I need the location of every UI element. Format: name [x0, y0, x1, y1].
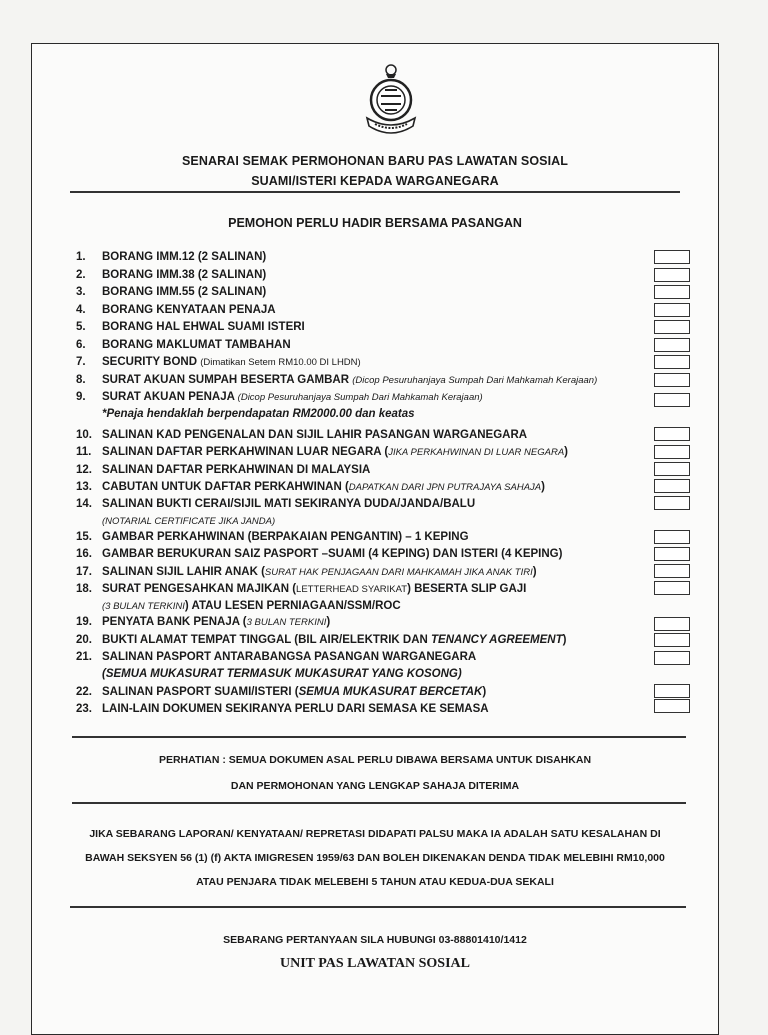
contact-info: SEBARANG PERTANYAAN SILA HUBUNGI 03-88801410/1412	[223, 934, 527, 946]
checklist-item: 6. BORANG MAKLUMAT TAMBAHAN	[76, 339, 291, 351]
notice-divider-top	[72, 736, 686, 738]
checklist-item: 9. SURAT AKUAN PENAJA (Dicop Pesuruhanjaya Sumpah Dari Mahkamah Kerajaan) *Penaja hendaklah berpendapatan RM2000.00 dan keatas	[76, 391, 483, 420]
notice-divider-bottom	[72, 802, 686, 804]
warning-line2: BAWAH SEKSYEN 56 (1) (f) AKTA IMIGRESEN 1959/63 DAN BOLEH DIKENAKAN DENDA TIDAK MELEBIHI RM10,000	[85, 852, 665, 864]
checkbox-item-5[interactable]	[654, 320, 690, 334]
footer-unit-name: UNIT PAS LAWATAN SOSIAL	[280, 956, 470, 971]
document-title-line2: SUAMI/ISTERI KEPADA WARGANEGARA	[251, 174, 499, 188]
imigresen-malaysia-crest-icon	[359, 60, 423, 140]
checklist-item: 21. SALINAN PASPORT ANTARABANGSA PASANGAN WARGANEGARA (SEMUA MUKASURAT TERMASUK MUKASURAT YANG KOSONG)	[76, 651, 477, 680]
document-title-line1: SENARAI SEMAK PERMOHONAN BARU PAS LAWATAN SOSIAL	[181, 154, 569, 168]
checklist-item: 7. SECURITY BOND (Dimatikan Setem RM10.00 DI LHDN)	[76, 356, 361, 368]
checkbox-item-12[interactable]	[654, 462, 690, 476]
checkbox-item-4[interactable]	[654, 303, 690, 317]
checkbox-item-2[interactable]	[654, 268, 690, 282]
checklist-item: 19. PENYATA BANK PENAJA (3 BULAN TERKINI)	[76, 616, 331, 628]
checklist-item: 16. GAMBAR BERUKURAN SAIZ PASPORT –SUAMI (4 KEPING) DAN ISTERI (4 KEPING)	[76, 548, 563, 560]
document-subtitle: PEMOHON PERLU HADIR BERSAMA PASANGAN	[228, 216, 522, 230]
checkbox-item-11[interactable]	[654, 445, 690, 459]
checklist-item: 8. SURAT AKUAN SUMPAH BESERTA GAMBAR (Dicop Pesuruhanjaya Sumpah Dari Mahkamah Kerajaan)	[76, 374, 598, 386]
checklist-item: 12. SALINAN DAFTAR PERKAHWINAN DI MALAYSIA	[76, 464, 371, 476]
checkbox-item-18[interactable]	[654, 581, 690, 595]
checklist-item: 4. BORANG KENYATAAN PENAJA	[76, 304, 276, 316]
checklist-item: 5. BORANG HAL EHWAL SUAMI ISTERI	[76, 321, 305, 333]
warning-line3: ATAU PENJARA TIDAK MELEBEHI 5 TAHUN ATAU KEDUA-DUA SEKALI	[196, 876, 554, 888]
checkbox-item-8[interactable]	[654, 373, 690, 387]
checkbox-item-19[interactable]	[654, 617, 690, 631]
checkbox-item-10[interactable]	[654, 427, 690, 441]
checklist-item: 20. BUKTI ALAMAT TEMPAT TINGGAL (BIL AIR/ELEKTRIK DAN TENANCY AGREEMENT)	[76, 634, 567, 646]
checkbox-item-9[interactable]	[654, 393, 690, 407]
checklist-item: 23. LAIN-LAIN DOKUMEN SEKIRANYA PERLU DARI SEMASA KE SEMASA	[76, 703, 489, 715]
checklist-item: 3. BORANG IMM.55 (2 SALINAN)	[76, 286, 267, 298]
checkbox-item-22b[interactable]	[654, 699, 690, 713]
checklist-item: 10. SALINAN KAD PENGENALAN DAN SIJIL LAHIR PASANGAN WARGANEGARA	[76, 429, 528, 441]
checklist-item: 18. SURAT PENGESAHKAN MAJIKAN (LETTERHEAD SYARIKAT) BESERTA SLIP GAJI (3 BULAN TERKINI) ATAU LESEN PERNIAGAAN/SSM/ROC	[76, 583, 527, 612]
checkbox-item-3[interactable]	[654, 285, 690, 299]
checkbox-item-7[interactable]	[654, 355, 690, 369]
warning-divider	[70, 906, 686, 908]
checklist-item: 13. CABUTAN UNTUK DAFTAR PERKAHWINAN (DAPATKAN DARI JPN PUTRAJAYA SAHAJA)	[76, 481, 545, 493]
warning-line1: JIKA SEBARANG LAPORAN/ KENYATAAN/ REPRETASI DIDAPATI PALSU MAKA IA ADALAH SATU KESALAHAN DI	[89, 828, 661, 840]
checkbox-item-14[interactable]	[654, 496, 690, 510]
checkbox-item-13[interactable]	[654, 479, 690, 493]
checkbox-item-1[interactable]	[654, 250, 690, 264]
checkbox-item-6[interactable]	[654, 338, 690, 352]
checklist-item: 14. SALINAN BUKTI CERAI/SIJIL MATI SEKIRANYA DUDA/JANDA/BALU (NOTARIAL CERTIFICATE JIKA JANDA)	[76, 498, 476, 527]
checkbox-item-22[interactable]	[654, 684, 690, 698]
checkbox-item-15[interactable]	[654, 530, 690, 544]
checkbox-item-16[interactable]	[654, 547, 690, 561]
checklist-item: 15. GAMBAR PERKAHWINAN (BERPAKAIAN PENGANTIN) – 1 KEPING	[76, 531, 469, 543]
checkbox-item-17[interactable]	[654, 564, 690, 578]
checklist-item: 22. SALINAN PASPORT SUAMI/ISTERI (SEMUA MUKASURAT BERCETAK)	[76, 686, 487, 698]
notice-line2: DAN PERMOHONAN YANG LENGKAP SAHAJA DITERIMA	[230, 780, 520, 792]
checklist-item: 17. SALINAN SIJIL LAHIR ANAK (SURAT HAK PENJAGAAN DARI MAHKAMAH JIKA ANAK TIRI)	[76, 566, 537, 578]
checkbox-item-20[interactable]	[654, 633, 690, 647]
checkbox-item-21[interactable]	[654, 651, 690, 665]
checklist-item: 2. BORANG IMM.38 (2 SALINAN)	[76, 269, 267, 281]
checklist-item: 11. SALINAN DAFTAR PERKAHWINAN LUAR NEGARA (JIKA PERKAHWINAN DI LUAR NEGARA)	[76, 446, 569, 458]
checklist-page	[31, 43, 719, 1035]
checklist-item: 1. BORANG IMM.12 (2 SALINAN)	[76, 251, 267, 263]
title-divider	[70, 191, 680, 193]
notice-line1: PERHATIAN : SEMUA DOKUMEN ASAL PERLU DIBAWA BERSAMA UNTUK DISAHKAN	[158, 754, 592, 766]
